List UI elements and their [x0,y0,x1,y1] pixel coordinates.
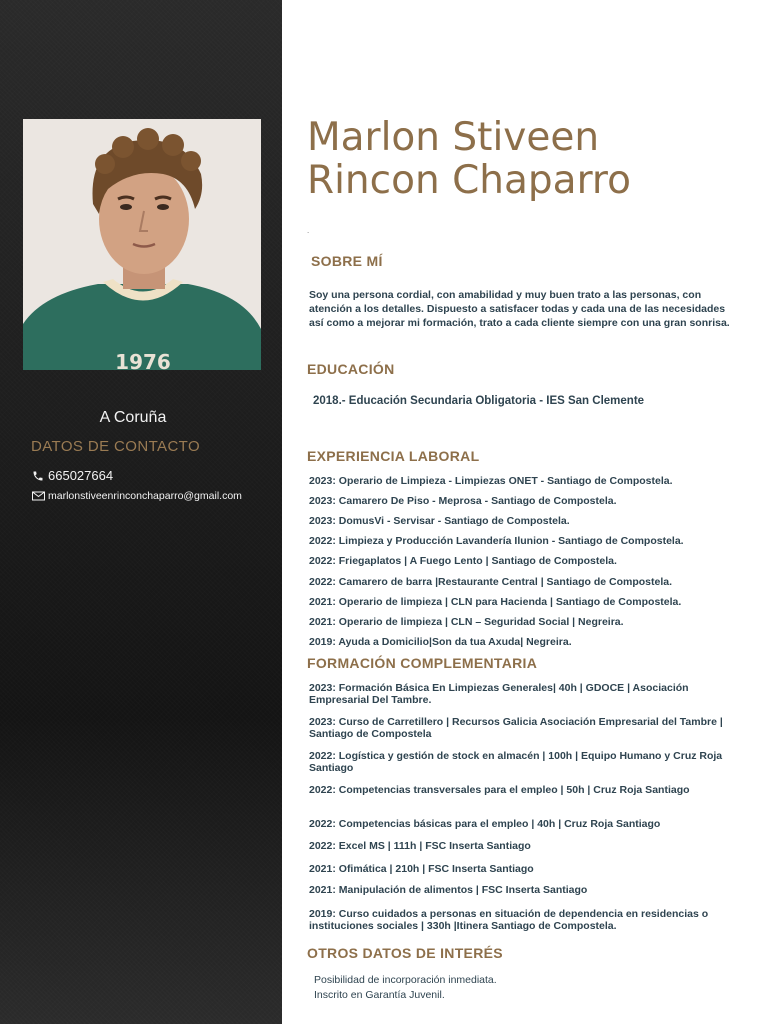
training-item: 2023: Curso de Carretillero | Recursos Galicia Asociación Empresarial del Tambre | Santiago de Compostela [309,716,723,740]
profile-photo [23,119,261,370]
experience-title: EXPERIENCIA LABORAL [307,448,480,464]
email-address[interactable]: marlonstiveenrinconchaparro@gmail.com [48,490,242,502]
contact-section-title: DATOS DE CONTACTO [31,438,201,455]
experience-item: 2022: Friegaplatos | A Fuego Lento | Santiago de Compostela. [309,555,617,567]
experience-item: 2023: DomusVi - Servisar - Santiago de Compostela. [309,515,570,527]
experience-item: 2021: Operario de limpieza | CLN para Hacienda | Santiago de Compostela. [309,596,682,608]
training-item: 2022: Competencias básicas para el empleo | 40h | Cruz Roja Santiago [309,818,661,830]
training-item: 2021: Ofimática | 210h | FSC Inserta Santiago [309,863,534,875]
phone-number[interactable]: 665027664 [48,468,114,483]
training-item: 2022: Competencias transversales para el empleo | 50h | Cruz Roja Santiago [309,784,690,796]
experience-item: 2023: Camarero De Piso - Meprosa - Santiago de Compostela. [309,495,617,507]
experience-item: 2022: Camarero de barra |Restaurante Central | Santiago de Compostela. [309,576,672,588]
training-item: 2022: Logística y gestión de stock en almacén | 100h | Equipo Humano y Cruz Roja Santiago [309,750,723,774]
training-title: FORMACIÓN COMPLEMENTARIA [307,655,538,671]
separator-dot: . [307,226,310,235]
contact-email-row [31,489,242,503]
other-item: Inscrito en Garantía Juvenil. [314,989,445,1001]
experience-item: 2019: Ayuda a Domicilio|Son da tua Axuda| Negreira. [309,636,572,648]
training-item: 2019: Curso cuidados a personas en situación de dependencia en residencias o instituciones sociales | 330h |Itinera Santiago de Compostela. [309,908,709,932]
education-title: EDUCACIÓN [307,361,395,377]
training-item: 2022: Excel MS | 111h | FSC Inserta Santiago [309,840,531,852]
sidebar [0,0,282,1024]
other-item: Posibilidad de incorporación inmediata. [314,974,497,986]
education-item: 2018.- Educación Secundaria Obligatoria - IES San Clemente [313,395,645,407]
phone-icon [31,469,45,483]
experience-item: 2021: Operario de limpieza | CLN – Seguridad Social | Negreira. [309,616,624,628]
svg-text:1976: 1976 [115,350,171,370]
city-label: A Coruña [99,409,167,426]
about-title: SOBRE MÍ [311,253,383,269]
envelope-icon [31,489,45,503]
experience-item: 2023: Operario de Limpieza - Limpiezas ONET - Santiago de Compostela. [309,475,673,487]
contact-phone-row [31,468,113,483]
training-item: 2023: Formación Básica En Limpiezas Generales| 40h | GDOCE | Asociación Empresarial Del Tambre. [309,682,689,706]
page-title [307,116,631,202]
name-line-1: Marlon Stiveen [307,115,600,160]
experience-item: 2022: Limpieza y Producción Lavandería Ilunion - Santiago de Compostela. [309,535,684,547]
training-item: 2021: Manipulación de alimentos | FSC Inserta Santiago [309,884,588,896]
name-line-2: Rincon Chaparro [307,158,631,203]
about-text: Soy una persona cordial, con amabilidad y muy buen trato a las personas, con atención a los detalles. Dispuesto a satisfacer todas y cada una de las necesidades así como a mejorar mi formación, trato a cada cliente siempre con una gran sonrisa. [309,289,730,329]
other-title: OTROS DATOS DE INTERÉS [307,945,503,961]
